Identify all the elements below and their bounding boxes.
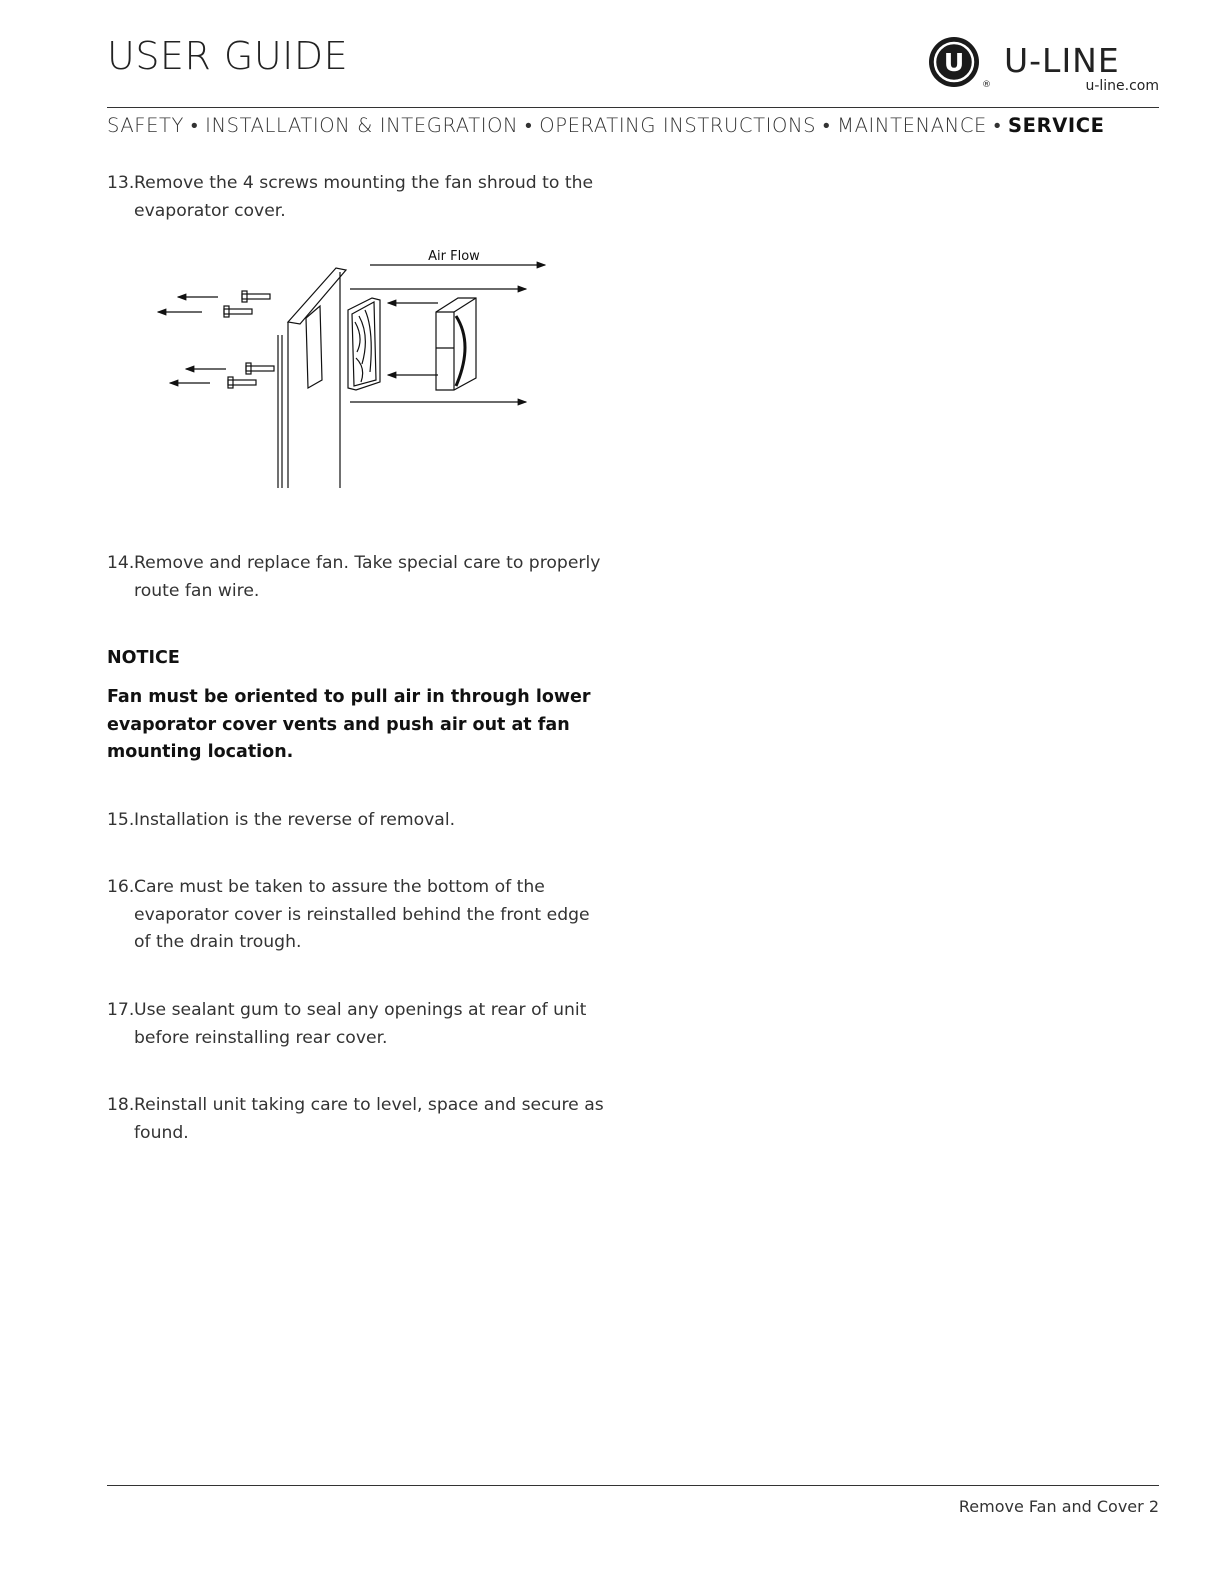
nav-separator: • bbox=[993, 114, 1002, 137]
logo-mark: U bbox=[943, 48, 965, 77]
evaporator-cover bbox=[278, 268, 346, 488]
registered-mark: ® bbox=[982, 80, 991, 90]
screw-icon bbox=[242, 291, 270, 302]
nav-item-installation: INSTALLATION & INTEGRATION bbox=[205, 114, 519, 137]
screw-icon bbox=[224, 306, 252, 317]
step-16 bbox=[107, 874, 607, 957]
screw-icon bbox=[228, 377, 256, 388]
fan-removal-diagram bbox=[150, 240, 560, 495]
step-number: 17. bbox=[107, 1000, 135, 1020]
fan-shroud-icon bbox=[436, 298, 476, 390]
section-nav bbox=[107, 114, 1159, 138]
step-number: 16. bbox=[107, 877, 135, 897]
nav-separator: • bbox=[525, 114, 533, 137]
screw-icon bbox=[246, 363, 274, 374]
nav-separator: • bbox=[190, 114, 199, 137]
nav-item-maintenance: MAINTENANCE bbox=[837, 114, 987, 137]
footer-page-label: Remove Fan and Cover 2 bbox=[958, 1497, 1159, 1516]
nav-item-safety: SAFETY bbox=[107, 114, 185, 137]
step-number: 14. bbox=[107, 553, 135, 573]
step-14 bbox=[107, 550, 607, 605]
nav-item-operating: OPERATING INSTRUCTIONS bbox=[539, 114, 817, 137]
step-text: Remove and replace fan. Take special care to properly route fan wire. bbox=[134, 553, 601, 601]
step-17 bbox=[107, 997, 607, 1052]
step-15 bbox=[107, 807, 607, 835]
step-number: 13. bbox=[107, 173, 135, 193]
step-13 bbox=[107, 170, 607, 225]
notice-body: Fan must be oriented to pull air in through lower evaporator cover vents and push air out at fan mounting location. bbox=[107, 687, 591, 762]
step-text: Reinstall unit taking care to level, space and secure as found. bbox=[134, 1095, 604, 1143]
footer-rule bbox=[107, 1485, 1159, 1486]
air-flow-label: Air Flow bbox=[428, 249, 480, 264]
step-text: Care must be taken to assure the bottom of the evaporator cover is reinstalled behind the front edge of the drain trough. bbox=[134, 877, 590, 952]
step-number: 15. bbox=[107, 810, 135, 830]
step-text: Installation is the reverse of removal. bbox=[134, 810, 456, 830]
notice-heading: NOTICE bbox=[107, 648, 180, 668]
website-url: u-line.com bbox=[1085, 78, 1159, 94]
step-text: Use sealant gum to seal any openings at rear of unit before reinstalling rear cover. bbox=[134, 1000, 587, 1048]
page-title: USER GUIDE bbox=[107, 34, 349, 78]
header-rule bbox=[107, 107, 1159, 108]
nav-item-service-active: SERVICE bbox=[1008, 114, 1105, 137]
logo-wordmark: U-LINE bbox=[1004, 41, 1120, 80]
fan-icon bbox=[348, 298, 380, 390]
step-text: Remove the 4 screws mounting the fan shroud to the evaporator cover. bbox=[134, 173, 594, 221]
nav-separator: • bbox=[822, 114, 831, 137]
step-18 bbox=[107, 1092, 607, 1147]
step-number: 18. bbox=[107, 1095, 135, 1115]
